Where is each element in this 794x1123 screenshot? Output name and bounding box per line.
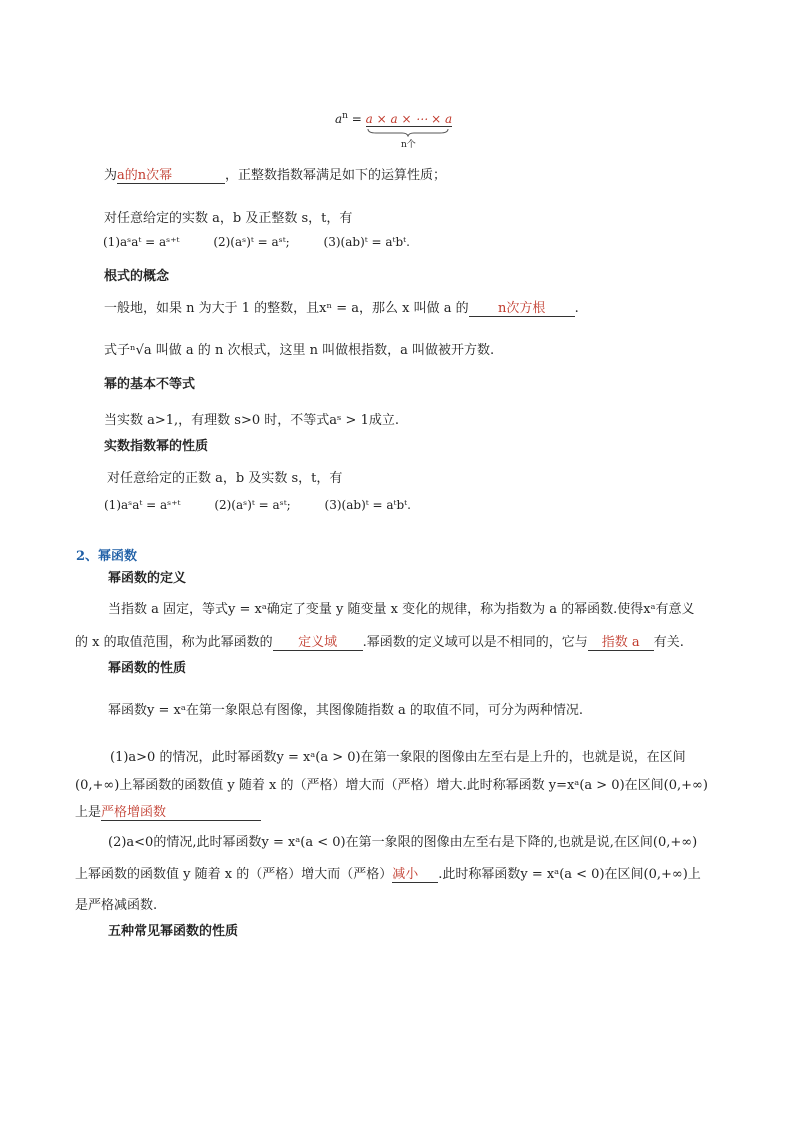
case2-line-3: 是严格减函数. [75,898,158,913]
section-title-power-function: 2、幂函数 [76,549,138,564]
def-line-2: 的 x 的取值范围，称为此幂函数的 定义域 .幂函数的定义域可以是不相同的，它与 指数 a 有关. [75,631,684,651]
blank-nth-root: n次方根 [469,297,575,317]
formula-top: $a^n = a \times a$ × ⋯ × a [335,111,453,126]
heading-definition: 幂函数的定义 [108,571,187,586]
blank-power: a的n次幂 [117,164,225,184]
prop-int-2: (2)(aˢ)ᵗ = aˢᵗ; [213,235,290,249]
line-radical-2: 式子ⁿ√a 叫做 a 的 n 次根式，这里 n 叫做根指数，a 叫做被开方数. [104,343,495,358]
formula-lhs-sup: n [342,111,348,121]
prop-real-3: (3)(ab)ᵗ = aᵗbᵗ. [324,498,411,512]
prop-real-1: (1)aˢaᵗ = aˢ⁺ᵗ [104,498,181,512]
prop-int-1: (1)aˢaᵗ = aˢ⁺ᵗ [103,235,180,249]
heading-inequality: 幂的基本不等式 [104,377,196,392]
heading-five-functions: 五种常见幂函数的性质 [108,924,239,939]
blank-exponent: 指数 a [588,631,654,651]
heading-properties: 幂函数的性质 [108,661,187,676]
case2-line-1: (2)a<0的情况,此时幂函数y = xᵃ(a < 0)在第一象限的图像由左至右是下降的,也就是说,在区间(0,+∞) [108,835,698,850]
case2-line-2: 上幂函数的函数值 y 随着 x 的（严格）增大而（严格）减小 .此时称幂函数y = xᵃ(a < 0)在区间(0,+∞)上 [75,863,701,883]
def-line-1: 当指数 a 固定，等式y = xᵃ确定了变量 y 随变量 x 变化的规律，称为指数为 a 的幂函数.使得xᵃ有意义 [108,602,695,617]
line-inequality: 当实数 a>1,，有理数 s>0 时，不等式aˢ > 1成立. [104,413,399,428]
formula-lhs: a [335,112,343,126]
prop-real-2: (2)(aˢ)ᵗ = aˢᵗ; [214,498,291,512]
line-radical-1: 一般地，如果 n 为大于 1 的整数，且xⁿ = a，那么 x 叫做 a 的 n次方根 . [104,297,579,317]
line-power-def: 为a的n次幂 ，正整数指数幂满足如下的运算性质； [104,164,446,184]
case1-line-2: (0,+∞)上幂函数的函数值 y 随着 x 的（严格）增大而（严格）增大.此时称幂函数 y=xᵃ(a > 0)在区间(0,+∞) [75,778,708,793]
props-real [104,498,411,512]
underbrace-icon [366,127,450,137]
props-integer [103,235,410,249]
line-integer-intro: 对任意给定的实数 a，b 及正整数 s，t，有 [104,211,353,226]
brace-label: n个 [401,140,416,150]
blank-domain: 定义域 [273,631,363,651]
prop-line: 幂函数y = xᵃ在第一象限总有图像，其图像随指数 a 的取值不同，可分为两种情况. [108,703,583,718]
prop-int-3: (3)(ab)ᵗ = aᵗbᵗ. [323,235,410,249]
blank-increasing: 严格增函数 [101,801,261,821]
formula-rhs: a × a × ⋯ × a [365,112,453,126]
heading-real-exp: 实数指数幂的性质 [104,439,209,454]
case1-line-3: 上是严格增函数 [75,801,261,821]
blank-decrease: 减小 [392,863,438,883]
line-real-intro: 对任意给定的正数 a，b 及实数 s，t，有 [107,471,343,486]
case1-line-1: (1)a>0 的情况，此时幂函数y = xᵃ(a > 0)在第一象限的图像由左至右是上升的，也就是说，在区间 [110,750,686,765]
heading-radical: 根式的概念 [104,269,170,284]
